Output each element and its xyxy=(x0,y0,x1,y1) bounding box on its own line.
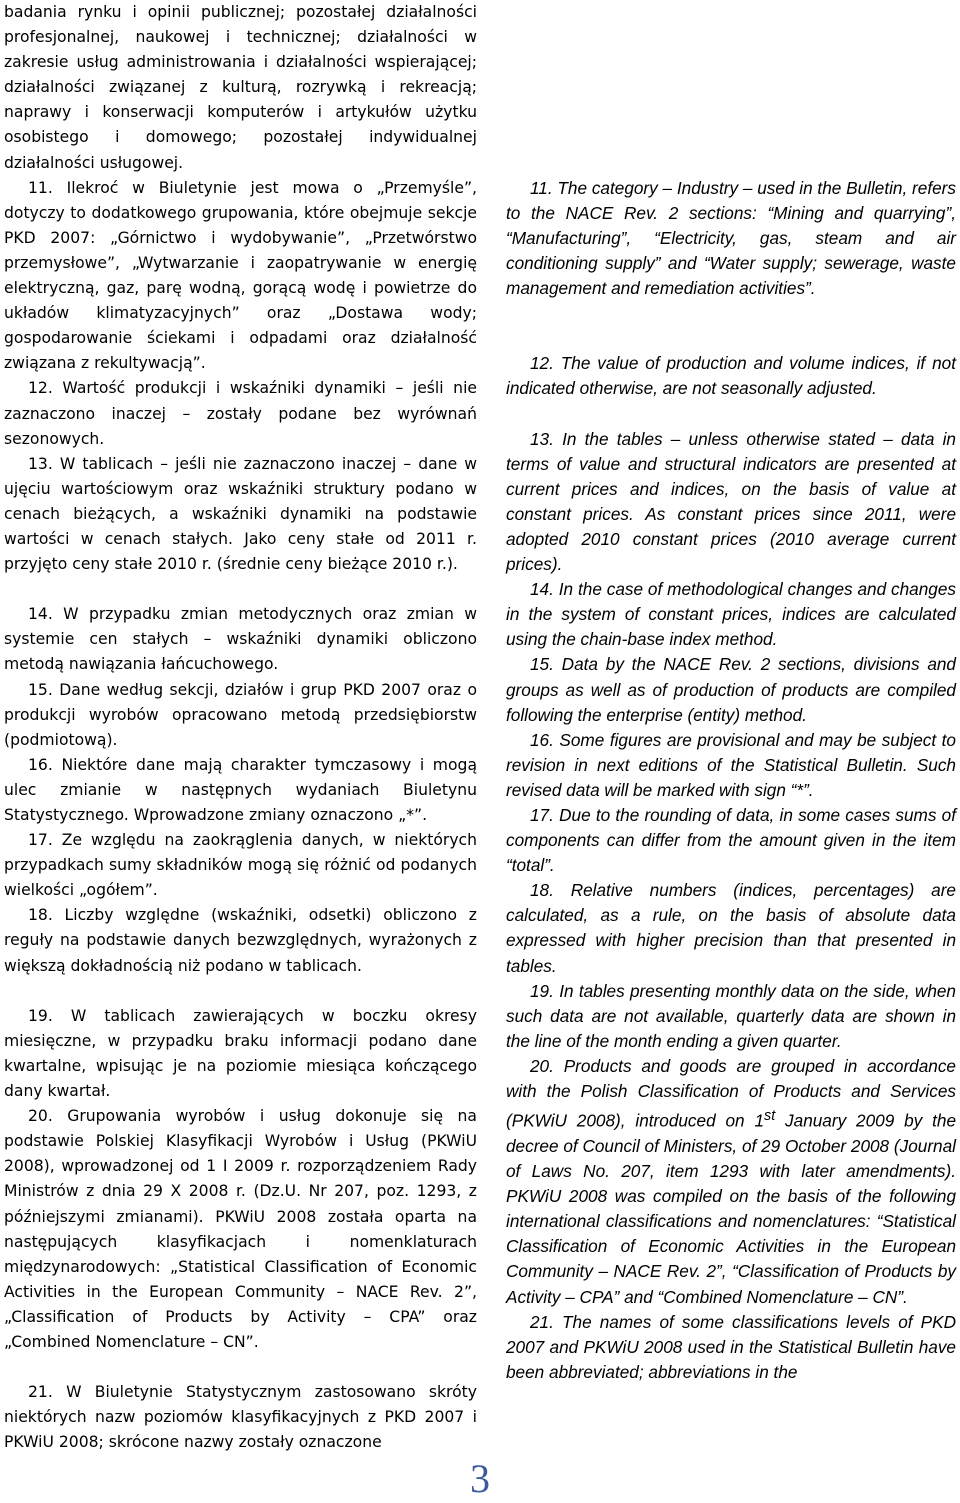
english-item-number: 17. xyxy=(530,805,554,825)
polish-item-text: Dane według sekcji, działów i grup PKD 2007 oraz o produkcji wyrobów opracowano metodą przedsiębiorstw (podmiotową). xyxy=(4,680,477,749)
english-item-number: 12. xyxy=(530,353,554,374)
page-number: 3 xyxy=(470,1456,490,1501)
polish-item-text: W tablicach – jeśli nie zaznaczono inaczej – dane w ujęciu wartościowym oraz wskaźniki struktury podano w cenach bieżących, a wskaźniki dynamiki na podstawie wartości w cenach stałych. Jako ceny stałe od 2011 r. przyjęto ceny stałe 2010 r. (średnie ceny bieżące 2010 r.). xyxy=(4,454,477,574)
english-item-number: 21. xyxy=(530,1311,554,1332)
english-paragraph-13 xyxy=(506,427,956,578)
polish-paragraph-19 xyxy=(4,1004,477,1104)
english-paragraph-11 xyxy=(506,176,956,301)
english-item-text: The value of production and volume indices, if not indicated otherwise, are not seasonally adjusted. xyxy=(506,353,956,399)
polish-paragraph-21 xyxy=(4,1380,477,1455)
english-paragraph-19 xyxy=(506,979,956,1054)
polish-paragraph-11 xyxy=(4,176,477,377)
english-item-text: In the case of methodological changes and changes in the system of constant prices, indices are calculated using the chain-base index method. xyxy=(506,579,956,650)
paragraph-spacer xyxy=(506,326,956,351)
polish-item-number: 17. xyxy=(28,831,53,850)
paragraph-spacer xyxy=(506,301,956,326)
polish-item-number: 20. xyxy=(28,1107,53,1126)
polish-item-text: W tablicach zawierających w boczku okresy miesięczne, w przypadku braku informacji podano dane kwartalne, wpisując je na poziomie miesiąca kończącego dany kwartał. xyxy=(4,1006,477,1101)
english-item-number: 15. xyxy=(530,654,554,675)
english-paragraph-16 xyxy=(506,728,956,803)
polish-item-text: Wartość produkcji i wskaźniki dynamiki – jeśli nie zaznaczono inaczej – zostały podane bez wyrównań sezonowych. xyxy=(4,379,477,448)
polish-item-number: 13. xyxy=(28,454,53,473)
paragraph-spacer xyxy=(4,577,477,602)
english-paragraph-14 xyxy=(506,577,956,652)
polish-item-text: Niektóre dane mają charakter tymczasowy i mogą ulec zmianie w następnych wydaniach Biuletynu Statystycznego. Wprowadzone zmiany oznaczono „*”. xyxy=(4,755,477,824)
polish-intro-text: badania rynku i opinii publicznej; pozostałej działalności profesjonalnej, naukowej i technicznej; działalności w zakresie usług administrowania i działalności wspierającej; działalności związanej z kulturą, rozrywką i rekreacją; naprawy i konserwacji komputerów i artykułów użytku osobistego i domowego; pozostałej indywidualnej działalności usługowej. xyxy=(4,3,477,172)
polish-item-text: Ilekroć w Biuletynie jest mowa o „Przemyśle”, dotyczy to dodatkowego grupowania, które obejmuje sekcje PKD 2007: „Górnictwo i wydobywanie”, „Przetwórstwo przemysłowe”, „Wytwarzanie i zaopatrywanie w energię elektryczną, gaz, parę wodną, gorącą wodę i powietrze do układów klimatyzacyjnych” oraz „Dostawa wody; gospodarowanie ściekami i odpadami oraz działalność związana z rekultywacją”. xyxy=(4,178,477,373)
polish-item-number: 11. xyxy=(28,178,53,197)
polish-item-number: 15. xyxy=(28,680,53,699)
english-item-text: The category – Industry – used in the Bulletin, refers to the NACE Rev. 2 sections: “Mining and quarrying”, “Manufacturing”, “Electricity, gas, steam and air conditioning supply” and “Water supply; sewerage, waste management and remediation activities”. xyxy=(506,177,956,299)
paragraph-spacer xyxy=(506,402,956,427)
english-item-text-continued: January 2009 by the decree of Council of Ministers, of 29 October 2008 (Journal of Laws No. 207, item 1293 with later amendments). PKWiU 2008 was compiled on the basis of the following international classifications and nomenclatures: “Statistical Classification of Economic Activities in the European Community – NACE Rev. 2”, “Classification of Products by Activity – CPA” and “Combined Nomenclature – CN”. xyxy=(506,1110,957,1307)
english-item-text: Data by the NACE Rev. 2 sections, divisions and groups as well as of production of products are compiled following the enterprise (entity) method. xyxy=(506,654,956,725)
english-item-number: 19. xyxy=(530,980,554,1001)
paragraph-spacer xyxy=(506,0,956,25)
paragraph-spacer xyxy=(506,100,956,125)
english-item-text: Products and goods are grouped in accordance with the Polish Classification of Products and Services (PKWiU 2008), introduced on 1 xyxy=(506,1055,956,1131)
polish-paragraph-18 xyxy=(4,903,477,978)
english-column xyxy=(506,0,956,1385)
english-item-text: Relative numbers (indices, percentages) are calculated, as a rule, on the basis of absolute data expressed with higher precision than that presented in tables. xyxy=(506,880,956,976)
english-item-text: In the tables – unless otherwise stated – data in terms of value and structural indicators are presented at current prices and indices, on the basis of value at constant prices. As constant prices since 2011, were adopted 2010 constant prices (2010 average current prices). xyxy=(506,428,956,575)
english-paragraph-21 xyxy=(506,1310,956,1385)
polish-paragraph-17 xyxy=(4,828,477,903)
polish-column xyxy=(4,0,477,1455)
paragraph-spacer xyxy=(506,75,956,100)
paragraph-spacer xyxy=(506,151,956,176)
english-item-number: 14. xyxy=(530,579,554,600)
polish-item-text: Liczby względne (wskaźniki, odsetki) obliczono z reguły na podstawie danych bezwzględnych, wyrażonych z większą dokładnością niż podano w tablicach. xyxy=(4,906,477,975)
paragraph-spacer xyxy=(4,1355,477,1380)
english-item-number: 13. xyxy=(530,428,554,449)
polish-paragraph-20 xyxy=(4,1104,477,1355)
polish-paragraph-12 xyxy=(4,376,477,451)
english-paragraph-18 xyxy=(506,878,956,978)
polish-item-text: Grupowania wyrobów i usług dokonuje się na podstawie Polskiej Klasyfikacji Wyrobów i Usług (PKWiU 2008), wprowadzonej od 1 I 2009 r. rozporządzeniem Rady Ministrów z dnia 29 X 2008 r. (Dz.U. Nr 207, poz. 1293, z późniejszymi zmianami). PKWiU 2008 została oparta na następujących klasyfikacjach i nomenklaturach międzynarodowych: „Statistical Classification of Economic Activities in the European Community – NACE Rev. 2”, „Classification of Products by Activity – CPA” oraz „Combined Nomenclature – CN”. xyxy=(4,1107,477,1351)
english-paragraph-12 xyxy=(506,351,956,401)
ordinal-suffix: st xyxy=(764,1108,776,1125)
polish-item-number: 16. xyxy=(28,755,53,774)
polish-item-number: 18. xyxy=(28,906,53,925)
polish-item-text: W Biuletynie Statystycznym zastosowano skróty niektórych nazw poziomów klasyfikacyjnych z PKD 2007 i PKWiU 2008; skrócone nazwy zostały oznaczone xyxy=(4,1383,477,1452)
polish-paragraph-16 xyxy=(4,753,477,828)
polish-item-number: 19. xyxy=(28,1006,53,1025)
english-paragraph-20 xyxy=(506,1054,956,1310)
english-item-number: 16. xyxy=(530,729,554,750)
paragraph-spacer xyxy=(506,50,956,75)
polish-item-number: 21. xyxy=(28,1383,53,1402)
english-item-number: 11. xyxy=(530,177,553,198)
english-paragraph-17 xyxy=(506,803,956,878)
english-item-text: The names of some classifications levels of PKD 2007 and PKWiU 2008 used in the Statistical Bulletin have been abbreviated; abbreviations in the xyxy=(506,1311,956,1382)
polish-paragraph-14 xyxy=(4,602,477,677)
english-item-number: 20. xyxy=(530,1055,554,1076)
english-item-text: In tables presenting monthly data on the side, when such data are not available, quarterly data are shown in the line of the month ending a given quarter. xyxy=(506,980,956,1051)
english-paragraph-15 xyxy=(506,652,956,727)
polish-item-text: Ze względu na zaokrąglenia danych, w niektórych przypadkach sumy składników mogą się różnić od podanych wielkości „ogółem”. xyxy=(4,831,477,900)
paragraph-spacer xyxy=(4,979,477,1004)
polish-intro-paragraph xyxy=(4,0,477,176)
english-item-text: Some figures are provisional and may be subject to revision in next editions of the Statistical Bulletin. Such revised data will be marked with sign “*”. xyxy=(506,729,956,800)
polish-item-text: W przypadku zmian metodycznych oraz zmian w systemie cen stałych – wskaźniki dynamiki obliczono metodą nawiązania łańcuchowego. xyxy=(4,605,477,674)
english-item-number: 18. xyxy=(530,880,554,901)
polish-item-number: 12. xyxy=(28,379,53,398)
polish-paragraph-15 xyxy=(4,678,477,753)
polish-paragraph-13 xyxy=(4,452,477,577)
polish-item-number: 14. xyxy=(28,605,53,624)
english-item-text: Due to the rounding of data, in some cases sums of components can differ from the amount given in the item “total”. xyxy=(506,805,956,876)
paragraph-spacer xyxy=(506,25,956,50)
paragraph-spacer xyxy=(506,125,956,150)
